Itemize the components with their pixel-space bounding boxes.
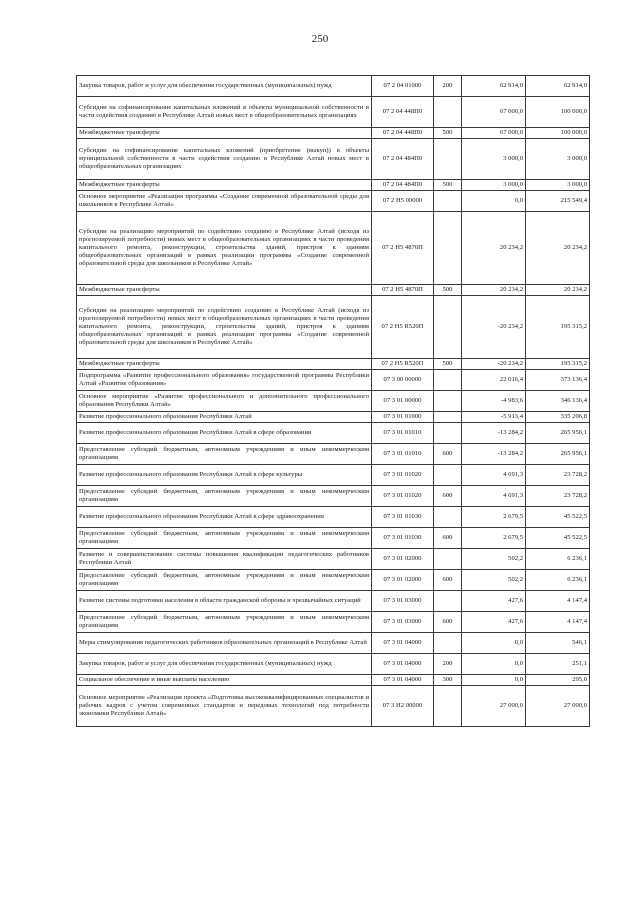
row-code-cell: 07 3 01 00000 bbox=[372, 391, 434, 412]
budget-table bbox=[76, 75, 590, 727]
row-code-cell: 07 3 01 01000 bbox=[372, 412, 434, 423]
row-code-cell: 07 2 Н5 00000 bbox=[372, 191, 434, 212]
row-code-cell: 07 3 01 01020 bbox=[372, 465, 434, 486]
row-value-2-cell: 265 956,1 bbox=[526, 423, 590, 444]
row-code-cell: 07 2 Н5 R520П bbox=[372, 296, 434, 359]
row-type-cell: 200 bbox=[434, 654, 462, 675]
row-name-cell: Меры стимулирования педагогических работников образовательных организаций в Республике Алтай bbox=[77, 633, 372, 654]
table-row bbox=[77, 359, 590, 370]
row-value-2-cell: 23 728,2 bbox=[526, 465, 590, 486]
row-value-1-cell: 20 234,2 bbox=[462, 285, 526, 296]
row-value-1-cell: 62 914,0 bbox=[462, 76, 526, 97]
row-value-2-cell: 45 522,5 bbox=[526, 528, 590, 549]
row-code-cell: 07 2 Н5 R520П bbox=[372, 359, 434, 370]
row-code-cell: 07 3 01 03000 bbox=[372, 591, 434, 612]
row-value-1-cell: 427,6 bbox=[462, 612, 526, 633]
row-code-cell: 07 2 Н5 4870П bbox=[372, 212, 434, 285]
row-value-2-cell: 6 236,1 bbox=[526, 549, 590, 570]
row-name-cell: Межбюджетные трансферты bbox=[77, 180, 372, 191]
row-value-2-cell: 195 315,2 bbox=[526, 296, 590, 359]
row-type-cell: 500 bbox=[434, 359, 462, 370]
row-value-1-cell: -20 234,2 bbox=[462, 296, 526, 359]
row-name-cell: Предоставление субсидий бюджетным, автономным учреждениям и иным некоммерческим организациям bbox=[77, 444, 372, 465]
row-value-1-cell: 67 000,0 bbox=[462, 97, 526, 128]
row-code-cell: 07 3 01 01030 bbox=[372, 507, 434, 528]
row-value-2-cell: 23 728,2 bbox=[526, 486, 590, 507]
row-name-cell: Предоставление субсидий бюджетным, автономным учреждениям и иным некоммерческим организациям bbox=[77, 486, 372, 507]
row-value-1-cell: 27 000,0 bbox=[462, 686, 526, 727]
row-type-cell: 600 bbox=[434, 486, 462, 507]
row-code-cell: 07 3 Н2 00000 bbox=[372, 686, 434, 727]
row-name-cell: Субсидии на реализацию мероприятий по содействию созданию в Республике Алтай (исходя из прогнозируемой потребности) новых мест в общеобразовательных организациях в части проведения капитального ремонта, реконструкции, строительства зданий, пристроя к зданиям общеобразовательных организаций в рамках реализации программы «Создание современной образовательной среды для школьников в Республике Алтай» bbox=[77, 212, 372, 285]
table-row bbox=[77, 528, 590, 549]
row-type-cell bbox=[434, 686, 462, 727]
table-row bbox=[77, 139, 590, 180]
budget-table-body bbox=[77, 76, 590, 727]
row-name-cell: Развитие и совершенствование системы повышения квалификации педагогических работников Республики Алтай bbox=[77, 549, 372, 570]
row-value-1-cell: -13 284,2 bbox=[462, 444, 526, 465]
row-code-cell: 07 3 01 01030 bbox=[372, 528, 434, 549]
row-value-2-cell: 27 000,0 bbox=[526, 686, 590, 727]
row-name-cell: Подпрограмма «Развитие профессионального образования» государственной программы Республики Алтай «Развитие образования» bbox=[77, 370, 372, 391]
row-value-2-cell: 6 236,1 bbox=[526, 570, 590, 591]
row-value-2-cell: 215 549,4 bbox=[526, 191, 590, 212]
row-type-cell bbox=[434, 296, 462, 359]
row-value-1-cell: 0,0 bbox=[462, 191, 526, 212]
row-code-cell: 07 3 01 02000 bbox=[372, 549, 434, 570]
table-row bbox=[77, 97, 590, 128]
table-row bbox=[77, 549, 590, 570]
table-row bbox=[77, 412, 590, 423]
row-value-1-cell: -20 234,2 bbox=[462, 359, 526, 370]
row-type-cell bbox=[434, 391, 462, 412]
row-type-cell bbox=[434, 549, 462, 570]
table-row bbox=[77, 128, 590, 139]
row-value-2-cell: 373 136,4 bbox=[526, 370, 590, 391]
row-type-cell bbox=[434, 191, 462, 212]
table-row bbox=[77, 76, 590, 97]
table-row bbox=[77, 507, 590, 528]
row-type-cell bbox=[434, 139, 462, 180]
row-value-1-cell: 3 000,0 bbox=[462, 139, 526, 180]
row-type-cell bbox=[434, 591, 462, 612]
row-value-1-cell: 2 679,5 bbox=[462, 507, 526, 528]
row-type-cell: 600 bbox=[434, 444, 462, 465]
table-row bbox=[77, 570, 590, 591]
row-type-cell: 500 bbox=[434, 285, 462, 296]
row-name-cell: Основное мероприятие «Развитие профессионального и дополнительного профессионального образования Республики Алтай» bbox=[77, 391, 372, 412]
row-type-cell: 300 bbox=[434, 675, 462, 686]
row-name-cell: Субсидии на реализацию мероприятий по содействию созданию в Республике Алтай (исходя из прогнозируемой потребности) новых мест в общеобразовательных организациях в части проведения капитального ремонта, реконструкции, строительства зданий, пристроя к зданиям общеобразовательных организаций в рамках реализации программы «Создание современной образовательной среды для школьников в Республике Алтай» bbox=[77, 296, 372, 359]
row-name-cell: Предоставление субсидий бюджетным, автономным учреждениям и иным некоммерческим организациям bbox=[77, 612, 372, 633]
row-name-cell: Межбюджетные трансферты bbox=[77, 359, 372, 370]
table-row bbox=[77, 633, 590, 654]
row-code-cell: 07 3 01 04000 bbox=[372, 633, 434, 654]
row-type-cell: 500 bbox=[434, 180, 462, 191]
row-value-2-cell: 3 000,0 bbox=[526, 139, 590, 180]
row-type-cell: 600 bbox=[434, 570, 462, 591]
row-code-cell: 07 3 01 02000 bbox=[372, 570, 434, 591]
table-row bbox=[77, 191, 590, 212]
row-type-cell bbox=[434, 465, 462, 486]
row-name-cell: Межбюджетные трансферты bbox=[77, 285, 372, 296]
row-value-1-cell: 4 691,3 bbox=[462, 465, 526, 486]
row-name-cell: Развитие системы подготовки населения в области гражданской обороны и чрезвычайных ситуаций bbox=[77, 591, 372, 612]
table-row bbox=[77, 285, 590, 296]
row-value-1-cell: 4 691,3 bbox=[462, 486, 526, 507]
row-type-cell: 500 bbox=[434, 128, 462, 139]
row-value-1-cell: 67 000,0 bbox=[462, 128, 526, 139]
row-code-cell: 07 3 01 01010 bbox=[372, 423, 434, 444]
row-name-cell: Развитие профессионального образования Республики Алтай в сфере образования bbox=[77, 423, 372, 444]
row-type-cell: 600 bbox=[434, 528, 462, 549]
table-row bbox=[77, 612, 590, 633]
row-code-cell: 07 3 01 04000 bbox=[372, 675, 434, 686]
row-value-1-cell: 0,0 bbox=[462, 654, 526, 675]
row-value-1-cell: 427,6 bbox=[462, 591, 526, 612]
row-name-cell: Закупка товаров, работ и услуг для обеспечения государственных (муниципальных) нужд bbox=[77, 76, 372, 97]
row-name-cell: Субсидии на софинансирование капитальных вложений (приобретение (выкуп)) в объекты муниципальной собственности в части содействия созданию в Республике Алтай новых мест в общеобразовательных организациях bbox=[77, 139, 372, 180]
row-code-cell: 07 2 04 484П0 bbox=[372, 180, 434, 191]
row-code-cell: 07 2 Н5 4870П bbox=[372, 285, 434, 296]
table-row bbox=[77, 180, 590, 191]
row-value-1-cell: 502,2 bbox=[462, 570, 526, 591]
row-value-2-cell: 195 315,2 bbox=[526, 359, 590, 370]
row-value-2-cell: 295,0 bbox=[526, 675, 590, 686]
row-type-cell bbox=[434, 633, 462, 654]
row-value-2-cell: 251,1 bbox=[526, 654, 590, 675]
table-row bbox=[77, 391, 590, 412]
table-row bbox=[77, 212, 590, 285]
table-row bbox=[77, 486, 590, 507]
table-row bbox=[77, 423, 590, 444]
row-type-cell bbox=[434, 97, 462, 128]
table-row bbox=[77, 591, 590, 612]
row-value-2-cell: 45 522,5 bbox=[526, 507, 590, 528]
row-value-1-cell: 0,0 bbox=[462, 675, 526, 686]
row-value-1-cell: 2 679,5 bbox=[462, 528, 526, 549]
table-row bbox=[77, 296, 590, 359]
row-value-2-cell: 265 956,1 bbox=[526, 444, 590, 465]
row-name-cell: Межбюджетные трансферты bbox=[77, 128, 372, 139]
row-code-cell: 07 3 00 00000 bbox=[372, 370, 434, 391]
row-name-cell: Предоставление субсидий бюджетным, автономным учреждениям и иным некоммерческим организациям bbox=[77, 570, 372, 591]
row-value-2-cell: 20 234,2 bbox=[526, 212, 590, 285]
row-value-1-cell: 502,2 bbox=[462, 549, 526, 570]
table-row bbox=[77, 675, 590, 686]
row-name-cell: Основное мероприятие «Реализация программы «Создание современной образовательной среды для школьников в Республике Алтай» bbox=[77, 191, 372, 212]
row-type-cell: 600 bbox=[434, 612, 462, 633]
row-code-cell: 07 3 01 03000 bbox=[372, 612, 434, 633]
row-value-2-cell: 4 147,4 bbox=[526, 591, 590, 612]
row-code-cell: 07 2 04 01000 bbox=[372, 76, 434, 97]
row-name-cell: Закупка товаров, работ и услуг для обеспечения государственных (муниципальных) нужд bbox=[77, 654, 372, 675]
row-code-cell: 07 3 01 01010 bbox=[372, 444, 434, 465]
row-code-cell: 07 3 01 01020 bbox=[372, 486, 434, 507]
row-name-cell: Основное мероприятие «Реализация проекта «Подготовка высококвалифицированных специалистов и рабочих кадров с учетом современных стандартов и передовых технологий под потребности экономики Республики Алтай» bbox=[77, 686, 372, 727]
row-code-cell: 07 2 04 448П0 bbox=[372, 97, 434, 128]
row-value-2-cell: 100 000,0 bbox=[526, 128, 590, 139]
row-value-2-cell: 4 147,4 bbox=[526, 612, 590, 633]
row-value-2-cell: 546,1 bbox=[526, 633, 590, 654]
row-type-cell: 200 bbox=[434, 76, 462, 97]
row-type-cell bbox=[434, 412, 462, 423]
row-name-cell: Развитие профессионального образования Республики Алтай в сфере культуры bbox=[77, 465, 372, 486]
row-name-cell: Социальное обеспечение и иные выплаты населению bbox=[77, 675, 372, 686]
row-type-cell bbox=[434, 423, 462, 444]
table-row bbox=[77, 370, 590, 391]
row-value-2-cell: 20 234,2 bbox=[526, 285, 590, 296]
row-value-1-cell: 22 016,4 bbox=[462, 370, 526, 391]
row-name-cell: Субсидии на софинансирование капитальных вложений в объекты муниципальной собственности в части содействия созданию в Республике Алтай новых мест в общеобразовательных организациях bbox=[77, 97, 372, 128]
table-row bbox=[77, 444, 590, 465]
row-name-cell: Развитие профессионального образования Республики Алтай bbox=[77, 412, 372, 423]
row-name-cell: Предоставление субсидий бюджетным, автономным учреждениям и иным некоммерческим организациям bbox=[77, 528, 372, 549]
row-value-2-cell: 62 914,0 bbox=[526, 76, 590, 97]
table-row bbox=[77, 465, 590, 486]
row-value-1-cell: 20 234,2 bbox=[462, 212, 526, 285]
row-type-cell bbox=[434, 370, 462, 391]
row-value-2-cell: 335 206,8 bbox=[526, 412, 590, 423]
row-code-cell: 07 2 04 448П0 bbox=[372, 128, 434, 139]
row-value-2-cell: 100 000,0 bbox=[526, 97, 590, 128]
row-value-1-cell: 0,0 bbox=[462, 633, 526, 654]
row-value-1-cell: -13 284,2 bbox=[462, 423, 526, 444]
row-name-cell: Развитие профессионального образования Республики Алтай в сфере здравоохранения bbox=[77, 507, 372, 528]
row-code-cell: 07 3 01 04000 bbox=[372, 654, 434, 675]
page-number: 250 bbox=[311, 33, 329, 45]
row-value-1-cell: 3 000,0 bbox=[462, 180, 526, 191]
row-value-2-cell: 346 136,4 bbox=[526, 391, 590, 412]
table-row bbox=[77, 654, 590, 675]
row-type-cell bbox=[434, 507, 462, 528]
table-row bbox=[77, 686, 590, 727]
row-type-cell bbox=[434, 212, 462, 285]
row-code-cell: 07 2 04 484П0 bbox=[372, 139, 434, 180]
row-value-2-cell: 3 000,0 bbox=[526, 180, 590, 191]
row-value-1-cell: -5 913,4 bbox=[462, 412, 526, 423]
row-value-1-cell: -4 983,6 bbox=[462, 391, 526, 412]
